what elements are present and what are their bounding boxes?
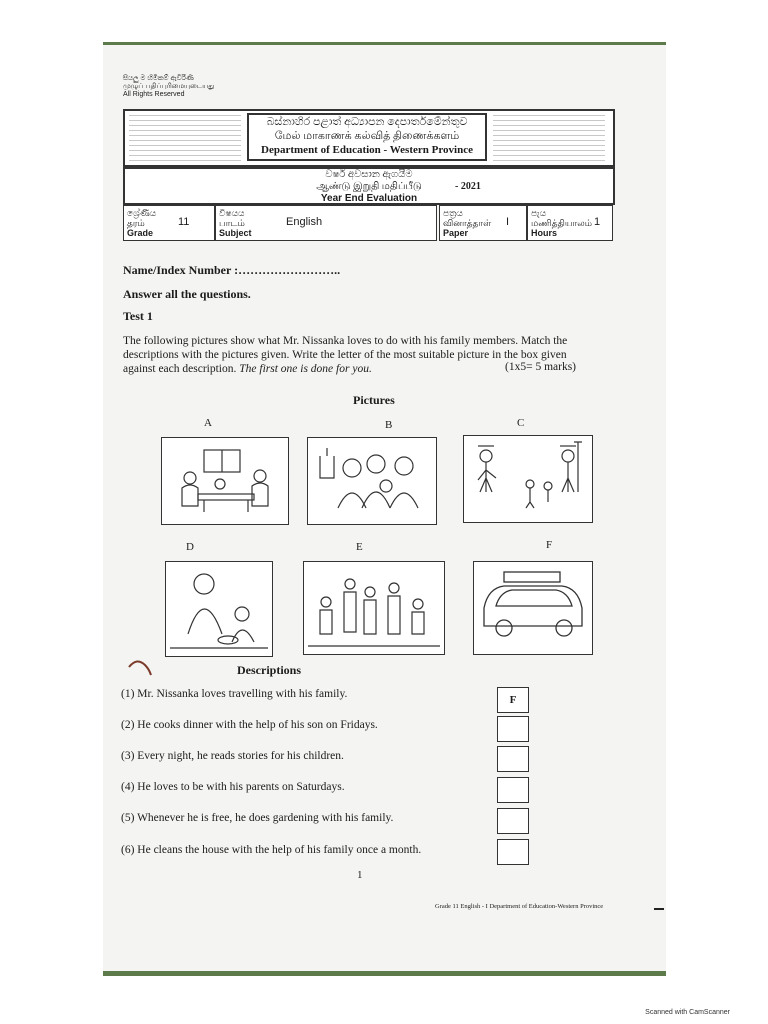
picture-c-gardening xyxy=(463,435,593,523)
rights-tamil: முழுப் பதிப்புரிமையுடையது xyxy=(123,83,215,90)
department-title-box xyxy=(247,113,487,161)
answer-box-1[interactable]: F xyxy=(497,687,529,713)
exam-page xyxy=(103,42,666,976)
pen-mark-icon xyxy=(127,657,153,677)
grade-cell: ශ්‍රේණිය தரம் Grade 11 xyxy=(123,205,215,241)
picture-letter-e: E xyxy=(356,541,363,553)
eval-english: Year End Evaluation xyxy=(320,193,418,204)
dept-tamil: மேல் மாகாணக் கல்வித் திணைக்களம் xyxy=(274,130,460,142)
scanner-watermark: Scanned with CamScanner xyxy=(645,1009,730,1016)
pictures-heading: Pictures xyxy=(353,393,395,407)
dept-sinhala: බස්නාහිර පළාත් අධ්‍යාපන දෙපාර්තමේන්තුව xyxy=(266,116,468,128)
description-3: (3) Every night, he reads stories for his children. xyxy=(121,750,344,762)
picture-d-cooking xyxy=(165,561,273,657)
answer-box-6[interactable] xyxy=(497,839,529,865)
answer-box-2[interactable] xyxy=(497,716,529,742)
picture-a-family-meal xyxy=(161,437,289,525)
grade-value: 11 xyxy=(178,216,190,228)
subject-value: English xyxy=(286,216,323,228)
paper-value: I xyxy=(506,216,510,228)
page-number: 1 xyxy=(357,869,363,881)
marks-note: (1x5= 5 marks) xyxy=(505,361,576,373)
description-1: (1) Mr. Nissanka loves travelling with his family. xyxy=(121,688,348,700)
picture-letter-f: F xyxy=(546,539,553,551)
description-4: (4) He loves to be with his parents on Saturdays. xyxy=(121,781,345,793)
description-2: (2) He cooks dinner with the help of his son on Fridays. xyxy=(121,719,378,731)
rights-english: All Rights Reserved xyxy=(123,91,185,98)
test-paragraph: The following pictures show what Mr. Nissanka loves to do with his family members. Match the descriptions with the pictures given. Write the letter of the most suitable picture in the box given against each description. The first one is done for you. xyxy=(123,335,568,375)
description-6: (6) He cleans the house with the help of his family once a month. xyxy=(121,844,422,856)
paper-cell: පත්‍රය வினாத்தாள் Paper I xyxy=(439,205,527,241)
rights-sinhala: සියලු ම හිමිකම් ඇවිරිණි xyxy=(123,75,194,82)
test-title: Test 1 xyxy=(123,309,153,323)
eval-sinhala: වර්ෂ අවසාන ඇගයීම xyxy=(325,169,413,180)
dept-english: Department of Education - Western Province xyxy=(261,144,473,156)
picture-b-grandparents xyxy=(307,437,437,525)
instruction: Answer all the questions. xyxy=(123,287,251,301)
hours-cell: පැය மணித்தியாலம் Hours 1 xyxy=(527,205,613,241)
answer-box-3[interactable] xyxy=(497,746,529,772)
descriptions-heading: Descriptions xyxy=(237,663,301,677)
picture-e-family-group xyxy=(303,561,445,655)
answer-box-5[interactable] xyxy=(497,808,529,834)
exam-meta-row xyxy=(123,205,611,239)
eval-tamil: ஆண்டு இறுதி மதிப்பீடு xyxy=(316,181,422,192)
name-index-line: Name/Index Number :…………………….. xyxy=(123,263,341,277)
picture-letter-d: D xyxy=(186,541,194,553)
description-5: (5) Whenever he is free, he does gardening with his family. xyxy=(121,812,394,824)
picture-letter-b: B xyxy=(385,419,393,431)
page-footer: Grade 11 English - I Department of Education-Western Province xyxy=(435,903,604,910)
hours-value: 1 xyxy=(594,216,601,228)
footer-dash xyxy=(654,908,664,910)
answer-box-4[interactable] xyxy=(497,777,529,803)
department-header xyxy=(123,109,615,167)
rights-notice xyxy=(123,75,214,99)
picture-letter-a: A xyxy=(204,417,212,429)
decorative-text-right xyxy=(493,115,605,161)
decorative-text-left xyxy=(129,115,241,161)
picture-f-travelling xyxy=(473,561,593,655)
exam-year: - 2021 xyxy=(455,181,481,192)
subject-cell: විෂයය பாடம் Subject English xyxy=(215,205,437,241)
picture-letter-c: C xyxy=(517,417,525,429)
evaluation-box xyxy=(123,167,615,205)
